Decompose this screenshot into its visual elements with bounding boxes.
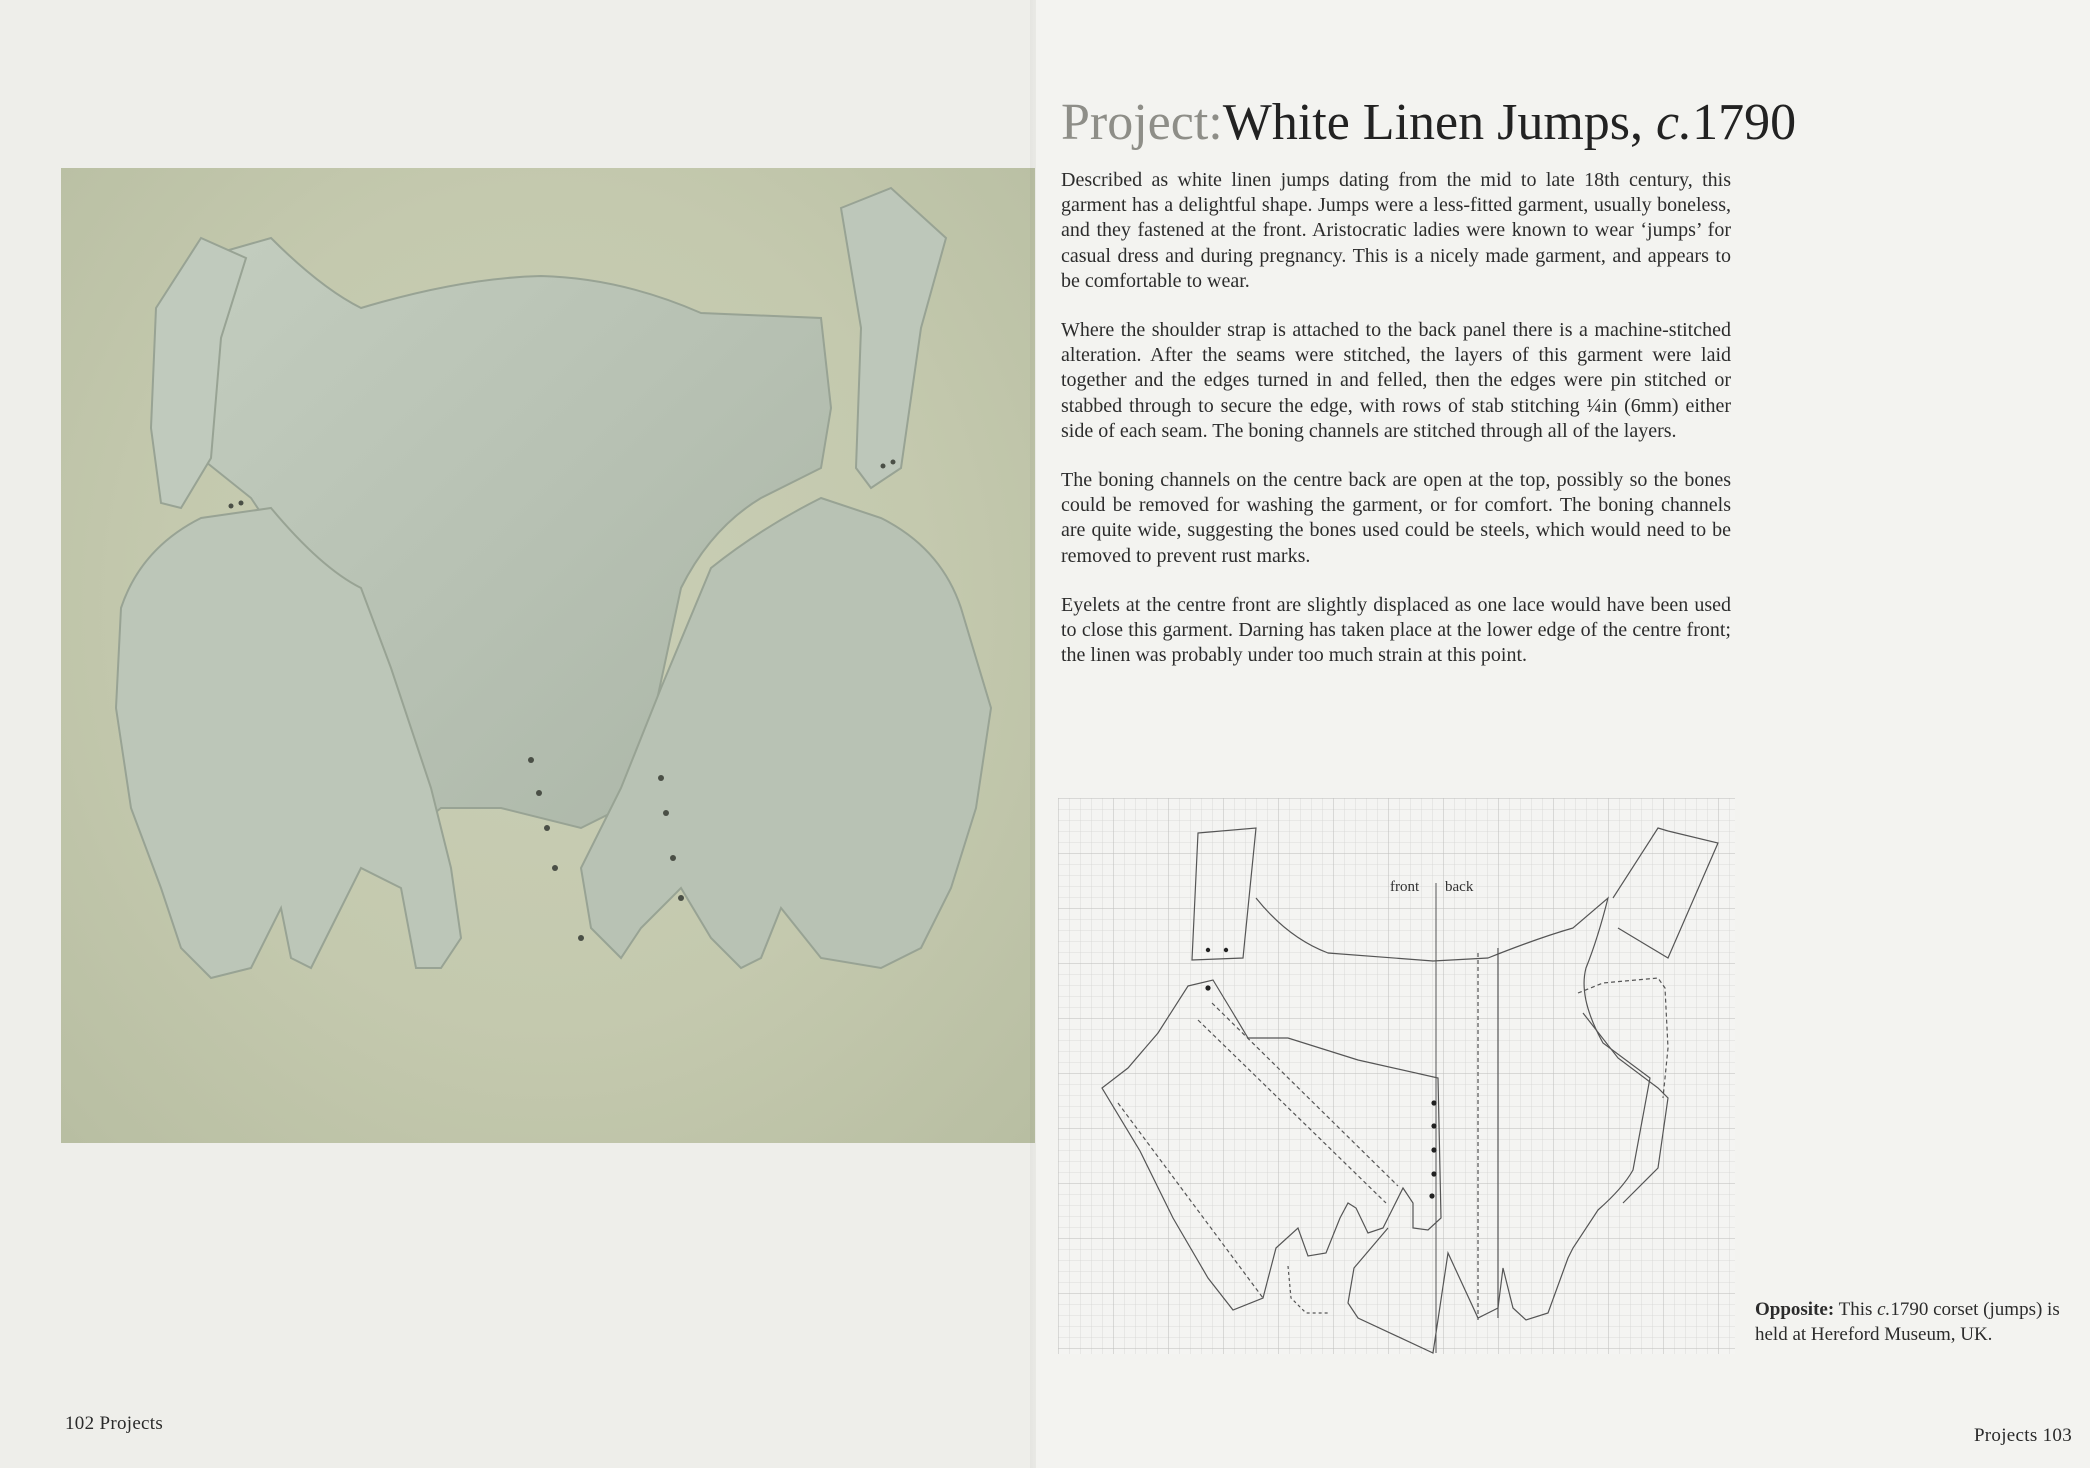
title-main: White Linen Jumps, (1222, 94, 1657, 151)
caption-circa: c. (1877, 1299, 1891, 1320)
caption-text-1: This (1834, 1299, 1878, 1320)
garment-right-strap (841, 188, 946, 488)
paragraph-2: Where the shoulder strap is attached to the back panel there is a machine-stitched alteration. After the seams were stitched, the layers of this garment were laid together and the edges turned in and felled, then the edges were pin stitched or stabbed through to secure the edge, with rows of stab stitching ¼in (6mm) either side of each seam. The boning channels are stitched through all of the layers. (1061, 319, 1731, 442)
caption-text-2: 1790 corset (jumps) is held at Hereford Museum, UK. (1755, 1299, 2060, 1345)
body-text (1061, 168, 1731, 692)
photo-caption (1755, 1297, 2075, 1347)
left-page (0, 0, 1036, 1468)
title-year: 1790 (1692, 94, 1797, 151)
page-number-right: Projects 103 (1973, 1425, 2072, 1446)
paragraph-4: Eyelets at the centre front are slightly displaced as one lace would have been used to close this garment. Darning has taken place at the lower edge of the centre front; the linen was probably under too much strain at this point. (1061, 593, 1731, 667)
paragraph-3: The boning channels on the centre back are open at the top, possibly so the bones could be removed for washing the garment, or for comfort. The boning channels are quite wide, suggesting the bones used could be steels, which would need to be removed to prevent rust marks. (1061, 469, 1731, 567)
jumps-photo (61, 168, 1035, 1143)
caption-label: Opposite: (1755, 1299, 1835, 1320)
page-number-left: 102 Projects (65, 1413, 164, 1434)
pattern-grid (1058, 798, 1735, 1354)
pattern-label-front: front (1390, 879, 1420, 895)
paragraph-1: Described as white linen jumps dating from the mid to late 18th century, this garment has a delightful shape. Jumps were a less-fitted garment, usually boneless, and they fastened at the front. Aristocratic ladies were known to wear ‘jumps’ for casual dress and during pregnancy. This is a nicely made garment, and appears to be comfortable to wear. (1061, 169, 1731, 292)
title-circa: c. (1656, 94, 1693, 151)
page-title (1061, 90, 1796, 156)
title-prefix: Project: (1061, 94, 1223, 151)
pattern-diagram (1058, 798, 1735, 1354)
jumps-photo-illustration (61, 168, 1035, 1143)
pattern-label-back: back (1445, 879, 1474, 895)
